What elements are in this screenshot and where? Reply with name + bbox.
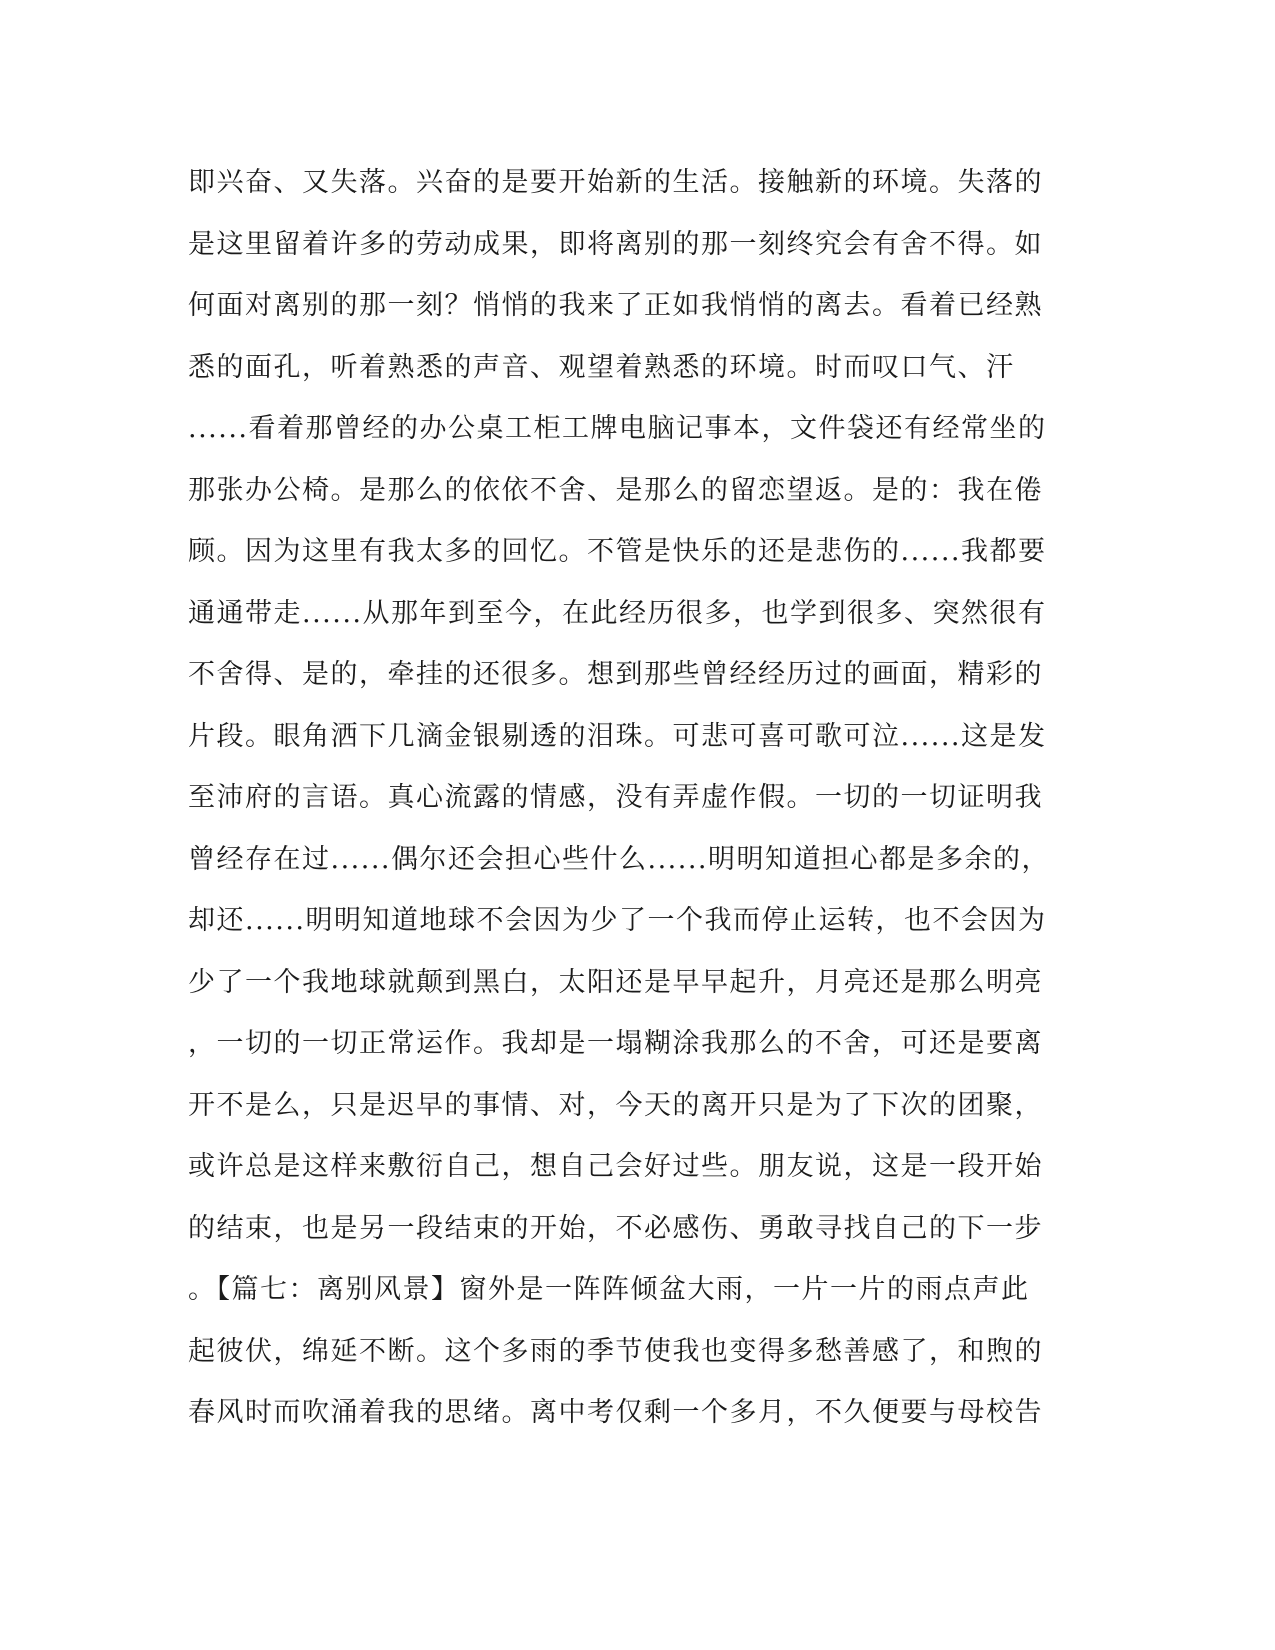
text-line: 起彼伏，绵延不断。这个多雨的季节使我也变得多愁善感了，和煦的 bbox=[188, 1335, 1043, 1367]
text-line: 或许总是这样来敷衍自己，想自己会好过些。朋友说，这是一段开始 bbox=[188, 1151, 1043, 1182]
text-line: 的结束，也是另一段结束的开始，不必感伤、勇敢寻找自己的下一步 bbox=[188, 1212, 1043, 1244]
body-text bbox=[188, 163, 1068, 1455]
text-line: 那张办公椅。是那么的依依不舍、是那么的留恋望返。是的：我在倦 bbox=[188, 474, 1043, 506]
text-line: 开不是么，只是迟早的事情、对，今天的离开只是为了下次的团聚， bbox=[188, 1089, 1043, 1121]
text-line: 何面对离别的那一刻？悄悄的我来了正如我悄悄的离去。看着已经熟 bbox=[188, 290, 1043, 321]
text-line: 却还......明明知道地球不会因为少了一个我而停止运转，也不会因为 bbox=[188, 905, 1047, 936]
text-line: 即兴奋、又失落。兴奋的是要开始新的生活。接触新的环境。失落的 bbox=[188, 167, 1043, 198]
text-line: 片段。眼角洒下几滴金银剔透的泪珠。可悲可喜可歌可泣......这是发 bbox=[188, 720, 1047, 752]
text-line: 通通带走......从那年到至今，在此经历很多，也学到很多、突然很有 bbox=[188, 597, 1047, 629]
text-line: 。【篇七：离别风景】窗外是一阵阵倾盆大雨，一片一片的雨点声此 bbox=[188, 1274, 1030, 1305]
text-line: 是这里留着许多的劳动成果，即将离别的那一刻终究会有舍不得。如 bbox=[188, 228, 1043, 260]
text-line: 春风时而吹涌着我的思绪。离中考仅剩一个多月，不久便要与母校告 bbox=[188, 1397, 1043, 1428]
text-line: 不舍得、是的，牵挂的还很多。想到那些曾经经历过的画面，精彩的 bbox=[188, 659, 1043, 690]
text-line: ，一切的一切正常运作。我却是一塌糊涂我那么的不舍，可还是要离 bbox=[188, 1028, 1043, 1059]
text-line: ......看着那曾经的办公桌工柜工牌电脑记事本，文件袋还有经常坐的 bbox=[188, 413, 1047, 444]
text-line: 至沛府的言语。真心流露的情感，没有弄虚作假。一切的一切证明我 bbox=[188, 782, 1043, 813]
text-line: 顾。因为这里有我太多的回忆。不管是快乐的还是悲伤的......我都要 bbox=[188, 536, 1047, 567]
text-line: 少了一个我地球就颠到黑白，太阳还是早早起升，月亮还是那么明亮 bbox=[188, 966, 1043, 998]
text-line: 曾经存在过......偶尔还会担心些什么......明明知道担心都是多余的， bbox=[188, 843, 1050, 875]
text-line: 悉的面孔，听着熟悉的声音、观望着熟悉的环境。时而叹口气、汗 bbox=[188, 351, 1015, 383]
